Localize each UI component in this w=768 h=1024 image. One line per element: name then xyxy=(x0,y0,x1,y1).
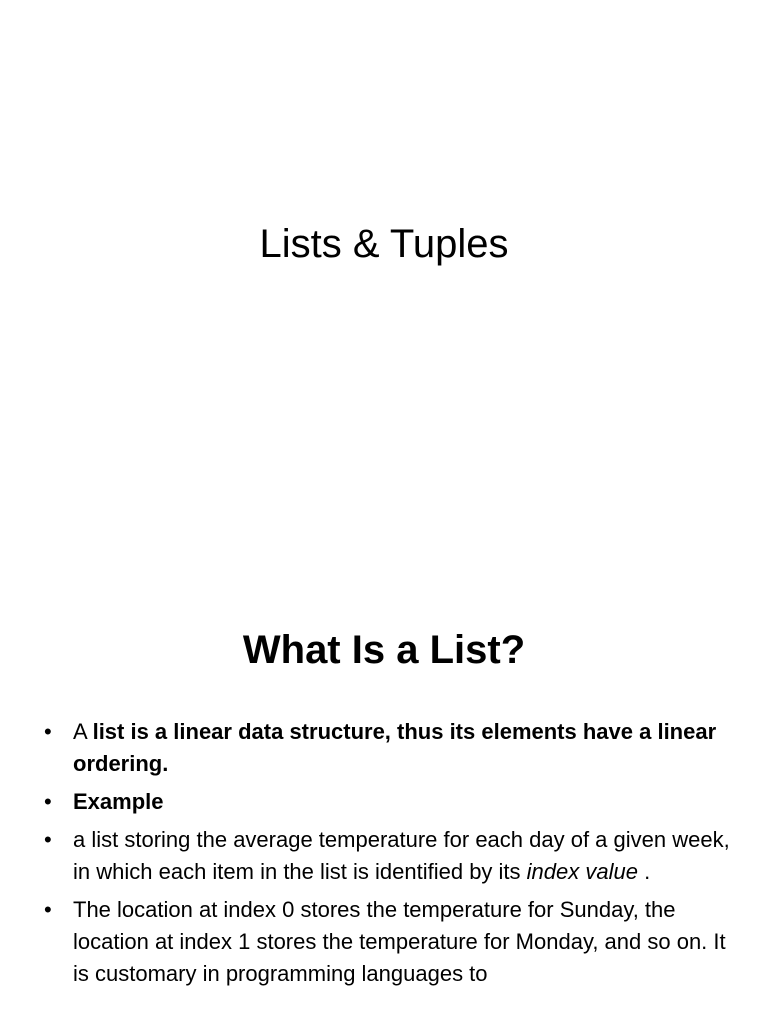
slide-2-title: What Is a List? xyxy=(242,628,526,672)
slide-1-title: Lists & Tuples xyxy=(259,222,509,266)
bullet-item xyxy=(40,824,730,888)
bullet-text: a list storing the average temperature for each day of a given week, in which each item in the list is identified by its xyxy=(73,827,730,884)
bullet-item xyxy=(40,716,730,780)
bullet-text: The location at index 0 stores the temperature for Sunday, the location at index 1 stores the temperature for Monday, and so on. It is customary in programming languages to xyxy=(73,897,726,986)
bullet-item xyxy=(40,894,730,990)
bullet-item xyxy=(40,786,730,818)
bullet-suffix: . xyxy=(637,859,651,884)
bullet-bold-text: list is a linear data structure, thus its elements have a linear ordering. xyxy=(73,719,717,776)
bullet-bold-text: Example xyxy=(73,789,164,814)
bullet-prefix: A xyxy=(73,719,93,744)
bullet-italic-text: index value xyxy=(526,859,638,884)
bullet-list xyxy=(40,716,730,996)
slide-what-is-a-list xyxy=(0,576,768,1024)
